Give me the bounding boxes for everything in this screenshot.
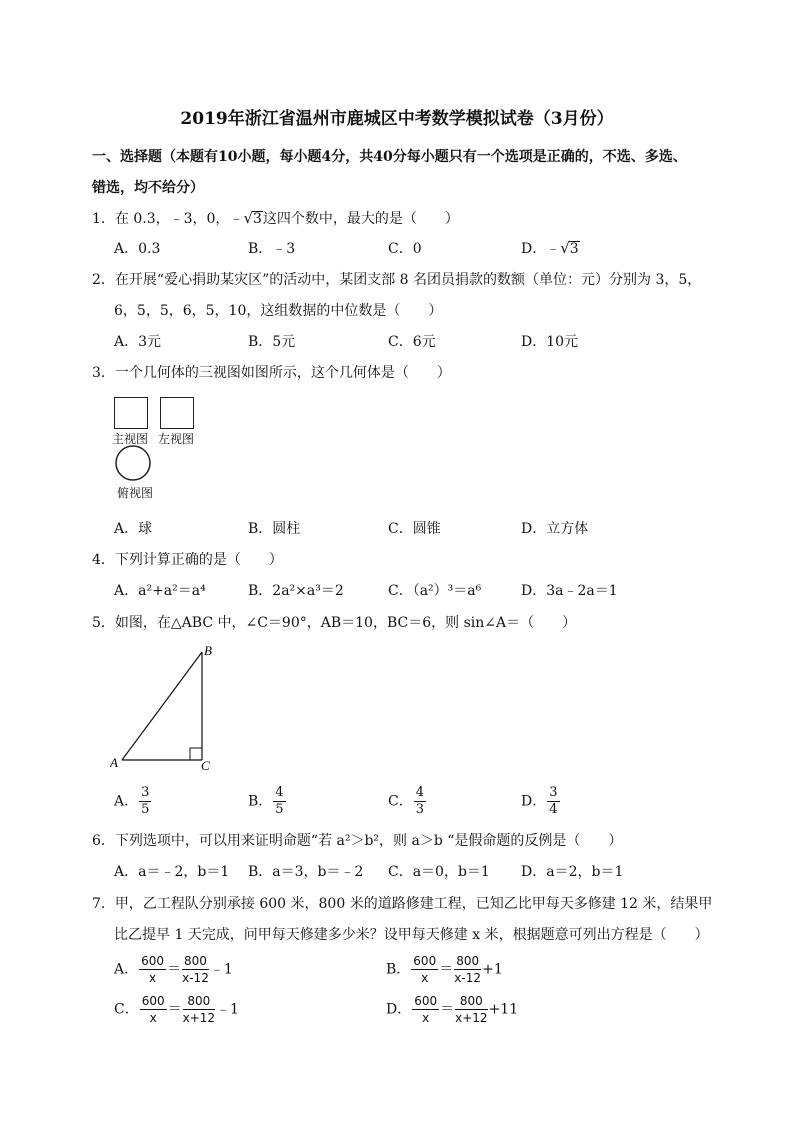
q4-option-c[interactable]: C．（a²）³＝a⁶ bbox=[388, 583, 482, 599]
section-heading-line2: 错选，均不给分） bbox=[92, 180, 204, 196]
page-title: 2019年浙江省温州市鹿城区中考数学模拟试卷（3月份） bbox=[180, 109, 614, 129]
q7-option-b[interactable]: B． $\frac{600}{x}$ ＝ $\frac{800}{x-12}$ +1 bbox=[386, 954, 503, 985]
question-7-line2: 比乙提早 1 天完成，问甲每天修建多少米？设甲每天修建 x 米，根据题意可列出方程是（ ） bbox=[114, 927, 709, 943]
question-3: 3．一个几何体的三视图如图所示，这个几何体是（ ） bbox=[92, 365, 451, 381]
q2-option-d[interactable]: D．10元 bbox=[521, 334, 579, 350]
q3-option-a[interactable]: A．球 bbox=[114, 521, 153, 537]
q2-option-b[interactable]: B．5元 bbox=[248, 334, 296, 350]
question-1: 1．在 0.3，﹣3，0，﹣√3这四个数中，最大的是（ ） bbox=[92, 209, 459, 227]
q1-option-a[interactable]: A．0.3 bbox=[114, 241, 161, 257]
q4-option-b[interactable]: B．2a²×a³＝2 bbox=[248, 583, 344, 599]
vertex-c-label: C bbox=[201, 758, 210, 772]
q2-option-c[interactable]: C．6元 bbox=[388, 334, 436, 350]
q6-option-c[interactable]: C．a＝0，b＝1 bbox=[388, 864, 490, 880]
question-6: 6．下列选项中，可以用来证明命题“若 a²＞b²，则 a＞b “是假命题的反例是（ ） bbox=[92, 833, 623, 849]
left-view-label: 左视图 bbox=[158, 432, 195, 446]
q6-option-a[interactable]: A．a＝﹣2，b＝1 bbox=[114, 864, 230, 880]
vertex-a-label: A bbox=[110, 755, 118, 770]
left-view-square bbox=[160, 397, 194, 429]
q1-option-b[interactable]: B．﹣3 bbox=[248, 241, 296, 257]
triangle-abc-figure bbox=[110, 640, 220, 772]
q4-option-d[interactable]: D．3a﹣2a＝1 bbox=[521, 583, 618, 599]
q5-option-a[interactable]: A． $\frac{3}{5}$ bbox=[114, 785, 150, 817]
q1-option-c[interactable]: C．0 bbox=[388, 241, 422, 257]
q5-option-b[interactable]: B． $\frac{4}{5}$ bbox=[248, 785, 284, 817]
q1-option-d[interactable]: D．﹣√3 bbox=[521, 239, 579, 257]
q4-option-a[interactable]: A．a²+a²＝a⁴ bbox=[114, 583, 206, 599]
q7-option-a[interactable]: A． $\frac{600}{x}$ ＝ $\frac{800}{x-12}$ ﹣1 bbox=[114, 954, 233, 985]
q3-option-b[interactable]: B．圆柱 bbox=[248, 521, 301, 537]
q3-option-c[interactable]: C．圆锥 bbox=[388, 521, 441, 537]
question-2-line1: 2．在开展“爱心捐助某灾区”的活动中，某团支部 8 名团员捐款的数额（单位：元）分别为 3，5， bbox=[92, 272, 702, 288]
q7-option-d[interactable]: D． $\frac{600}{x}$ ＝ $\frac{800}{x+12}$ +11 bbox=[386, 994, 519, 1025]
question-7-line1: 7．甲，乙工程队分别承接 600 米，800 米的道路修建工程，已知乙比甲每天多修建 12 米，结果甲 bbox=[92, 896, 713, 912]
question-2-line2: 6，5，5，6，5，10，这组数据的中位数是（ ） bbox=[114, 303, 443, 319]
front-view-label: 主视图 bbox=[112, 432, 149, 446]
q7-option-c[interactable]: C． $\frac{600}{x}$ ＝ $\frac{800}{x+12}$ ﹣1 bbox=[114, 994, 239, 1025]
front-view-square bbox=[114, 397, 148, 429]
q3-option-d[interactable]: D．立方体 bbox=[521, 521, 589, 537]
q6-option-d[interactable]: D．a＝2，b＝1 bbox=[521, 864, 624, 880]
q2-option-a[interactable]: A．3元 bbox=[114, 334, 162, 350]
q5-option-c[interactable]: C． $\frac{4}{3}$ bbox=[388, 785, 424, 817]
q6-option-b[interactable]: B．a＝3，b＝﹣2 bbox=[248, 864, 364, 880]
top-view-label: 俯视图 bbox=[117, 486, 154, 500]
q5-option-d[interactable]: D． $\frac{3}{4}$ bbox=[521, 785, 558, 817]
section-heading-line1: 一、选择题（本题有10小题，每小题4分，共40分每小题只有一个选项是正确的，不选、多选、 bbox=[92, 149, 687, 165]
three-view-figure bbox=[112, 393, 198, 501]
question-4: 4．下列计算正确的是（ ） bbox=[92, 552, 283, 568]
top-view-circle bbox=[114, 445, 154, 481]
vertex-b-label: B bbox=[204, 643, 212, 658]
question-5: 5．如图，在△ABC 中，∠C＝90°，AB＝10，BC＝6，则 sin∠A＝（ ） bbox=[92, 615, 577, 631]
